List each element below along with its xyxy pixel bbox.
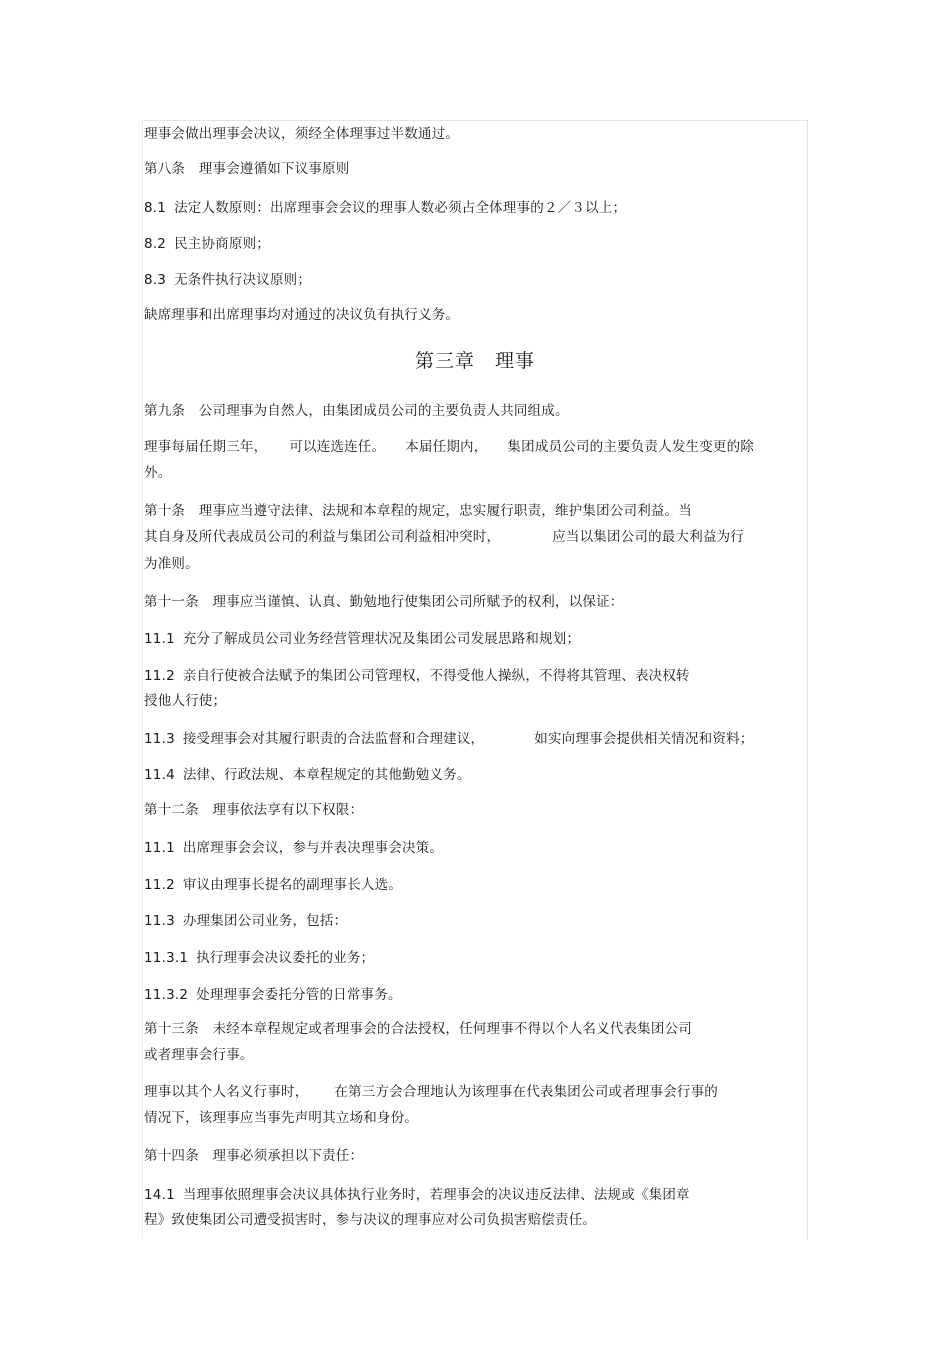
article-13-line-2: [144, 1046, 254, 1064]
clause-14-1-line-1: [144, 1186, 690, 1204]
clause-text: 民主协商原则；: [174, 236, 270, 252]
article-text: 第八条 理事会遵循如下议事原则: [144, 161, 350, 177]
clause-number: 14.1: [144, 1187, 175, 1203]
article-text: 第十三条 未经本章程规定或者理事会的合法授权，任何理事不得以个人名义代表集团公司: [144, 1021, 692, 1037]
clause-number: 11.3.2: [144, 987, 189, 1003]
text-segment: 情况下，该理事应当事先声明其立场和身份。: [144, 1110, 418, 1126]
clause-number: 11.3: [144, 913, 175, 929]
clause-text: 审议由理事长提名的副理事长人选。: [182, 877, 403, 893]
clause-number: 11.3.1: [144, 950, 189, 966]
clause-11-4: [144, 766, 471, 784]
paragraph-text: 缺席理事和出席理事均对通过的决议负有执行义务。: [144, 307, 460, 323]
clause-number: 11.2: [144, 668, 175, 684]
article-10-line-3: [144, 555, 199, 573]
clause-11-2-line-1: [144, 667, 690, 685]
clause-11-1: [144, 630, 580, 648]
text-segment: 在第三方会合理地认为该理事在代表集团公司或者理事会行事的: [334, 1084, 719, 1100]
clause-number: 11.1: [144, 631, 175, 647]
article-12-title: [144, 801, 363, 819]
right-11-1: [144, 839, 443, 857]
clause-number: 11.1: [144, 840, 175, 856]
clause-number: 8.1: [144, 200, 167, 216]
paragraph-resolution: [144, 125, 459, 143]
clause-text: 处理理事会委托分管的日常事务。: [196, 987, 402, 1003]
clause-text: 程》致使集团公司遭受损害时，参与决议的理事应对公司负损害赔偿责任。: [144, 1212, 597, 1228]
clause-text: 办理集团公司业务，包括：: [182, 913, 348, 929]
right-11-3: [144, 912, 347, 930]
chapter-3-heading: 第三章 理事: [414, 350, 535, 372]
text-segment: 理事每届任期三年，: [144, 439, 268, 455]
article-8-title: [144, 160, 350, 178]
paragraph-8-end: [144, 306, 459, 324]
right-11-2: [144, 876, 402, 894]
clause-11-3: [144, 730, 753, 748]
clause-number: 11.4: [144, 767, 175, 783]
clause-text: 执行理事会决议委托的业务；: [196, 950, 375, 966]
clause-text: 当理事依照理事会决议具体执行业务时，若理事会的决议违反法律、法规或《集团章: [182, 1187, 690, 1203]
article-11-title: [144, 593, 624, 611]
clause-14-1-line-2: [144, 1211, 596, 1229]
clause-number: 8.3: [144, 272, 167, 288]
clause-text: 充分了解成员公司业务经营管理状况及集团公司发展思路和规划；: [182, 631, 581, 647]
right-11-3-1: [144, 949, 374, 967]
article-13-line-1: [144, 1020, 692, 1038]
article-text: 第九条 公司理事为自然人，由集团成员公司的主要负责人共同组成。: [144, 403, 569, 419]
article-9-title: [144, 402, 569, 420]
text-segment: 集团成员公司的主要负责人发生变更的除: [507, 439, 755, 455]
article-text: 或者理事会行事。: [144, 1047, 254, 1063]
clause-number: 11.3: [144, 731, 175, 747]
clause-text: 法律、行政法规、本章程规定的其他勤勉义务。: [182, 767, 471, 783]
clause-text: 出席理事会会议，参与并表决理事会决策。: [182, 840, 444, 856]
text-segment: 理事以其个人名义行事时，: [144, 1084, 309, 1100]
clause-text: 接受理事会对其履行职责的合法监督和合理建议，: [182, 731, 485, 747]
right-11-3-2: [144, 986, 402, 1004]
clause-text: 法定人数原则：出席理事会会议的理事人数必须占全体理事的２／３以上；: [174, 200, 627, 216]
clause-8-3: [144, 271, 311, 289]
article-text: 第十二条 理事依法享有以下权限：: [144, 802, 364, 818]
clause-number: 11.2: [144, 877, 175, 893]
article-9-term-line-1: [144, 438, 754, 456]
text-segment: 其自身及所代表成员公司的利益与集团公司利益相冲突时，: [144, 529, 501, 545]
text-segment: 应当以集团公司的最大利益为行: [552, 529, 745, 545]
text-segment: 本届任期内，: [405, 439, 488, 455]
article-10-line-1: [144, 502, 692, 520]
clause-number: 8.2: [144, 236, 167, 252]
article-9-term-line-2: [144, 464, 171, 482]
article-text: 第十条 理事应当遵守法律、法规和本章程的规定，忠实履行职责，维护集团公司利益。当: [144, 503, 692, 519]
clause-text: 授他人行使；: [144, 693, 227, 709]
article-10-line-2: [144, 528, 744, 546]
text-segment: 外。: [144, 465, 172, 481]
paragraph-text: 理事会做出理事会决议，须经全体理事过半数通过。: [144, 126, 460, 142]
clause-11-2-line-2: [144, 692, 226, 710]
clause-text: 无条件执行决议原则；: [174, 272, 312, 288]
article-13b-line-1: [144, 1083, 718, 1101]
clause-8-1: [144, 199, 626, 217]
article-text: 第十一条 理事应当谨慎、认真、勤勉地行使集团公司所赋予的权利，以保证：: [144, 594, 624, 610]
clause-text: 亲自行使被合法赋予的集团公司管理权，不得受他人操纵，不得将其管理、表决权转: [182, 668, 690, 684]
article-text: 第十四条 理事必须承担以下责任：: [144, 1148, 364, 1164]
clause-8-2: [144, 235, 270, 253]
article-14-title: [144, 1147, 363, 1165]
article-13b-line-2: [144, 1109, 418, 1127]
clause-text: 如实向理事会提供相关情况和资料；: [534, 731, 754, 747]
text-segment: 为准则。: [144, 556, 199, 572]
text-segment: 可以连选连任。: [289, 439, 386, 455]
